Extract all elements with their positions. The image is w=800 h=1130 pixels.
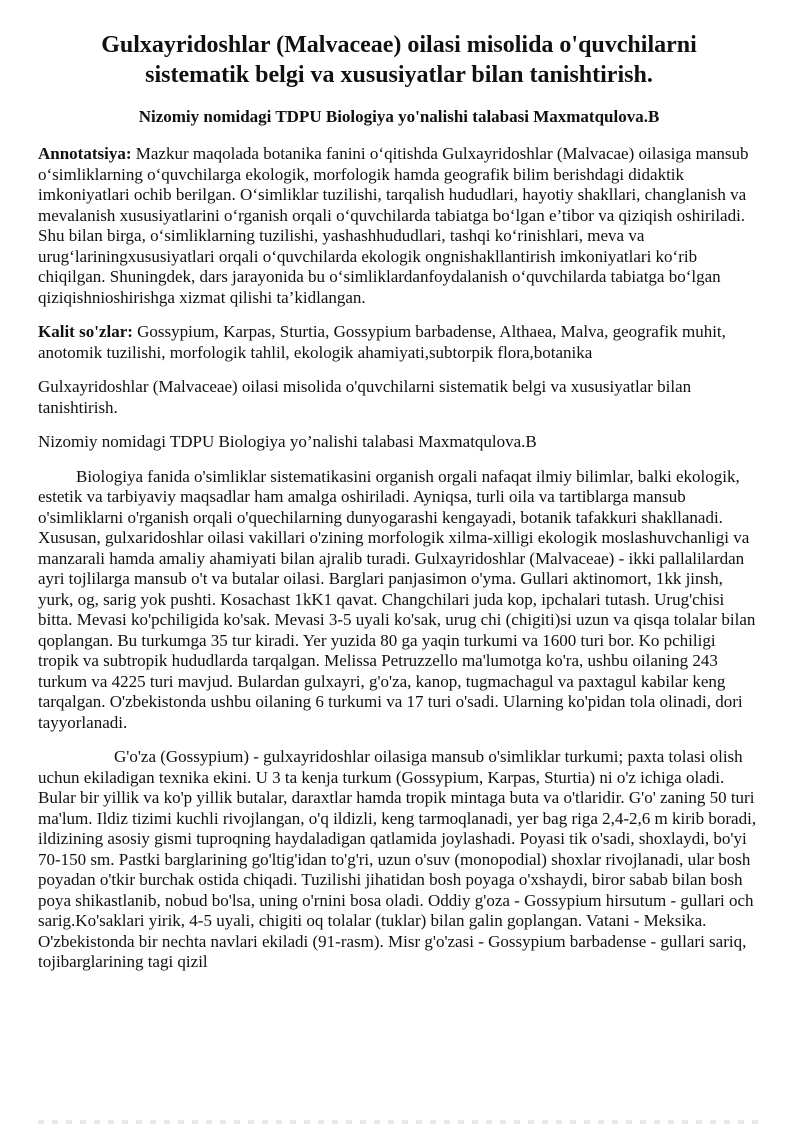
keywords-text: Gossypium, Karpas, Sturtia, Gossypium barbadense, Althaea, Malva, geografik muhit, anotomik tuzilishi, morfologik tahlil, ekologik ahamiyati,subtorpik flora,botanika bbox=[38, 322, 726, 362]
body-paragraph-1: Biologiya fanida o'simliklar sistematikasini organish orgali nafaqat ilmiy bilimlar, balki ekologik, estetik va tarbiyaviy maqsadlar ham amalga oshiriladi. Ayniqsa, turli oila va tartiblarga mansub o'simliklarni o'rganish orqali o'quechilarning dunyogarashi kengayadi, botanik tafakkuri shakllanadi. Xususan, gulxaridoshlar oilasi vakillari o'zining morfologik xilma-xilligi ekologik moslashuvchanligi va manzarali hamda amaliy ahamiyati bilan ajralib turadi. Gulxayridoshlar (Malvaceae) - ikki pallalilardan ayri tojlilarga mansub o't va butalar oilasi. Barglari panjasimon o'yma. Gullari aktinomort, 1kk jinsh, yurk, og, sarig yok pushti. Kosachast 1kK1 qavat. Changchilari juda kop, ipchalari tutash. Urug'chisi bitta. Mevasi ko'pchiligida ko'sak. Mevasi 3-5 uyali ko'sak, urug chi (chigiti)si uzun va qisqa tolalar bilan qoplangan. Bu turkumga 35 tur kiradi. Yer yuzida 80 ga yaqin turkumi va 1600 turi bor. Ko pchiligi tropik va subtropik hududlarda tarqalgan. Melissa Petruzzello ma'lumotga ko'ra, ushbu oilaning 243 turkum va 4225 turi mavjud. Bulardan gulxayri, g'o'za, kanop, tugmachagul va paxtagul kabilar keng tarqalgan. O'zbekistonda ushbu oilaning 6 turkumi va 17 turi o'sadi. Ularning ko'pidan tola olinadi, dori tayyorlanadi. bbox=[38, 466, 756, 732]
abstract-text: Mazkur maqolada botanika fanini o‘qitishda Gulxayridoshlar (Malvacae) oilasiga mansub o‘simliklarning o‘quvchilarga ekologik, morfologik hamda geografik bilim berishdagi didaktik imkoniyatlari ochib berilgan. O‘simliklar tuzilishi, tarqalish hududlari, hayotiy shakllari, changlanish va mevalanish xususiyatlarini o‘rganish orqali o‘quvchilarda tabiatga bo‘lgan e’tibor va qiziqish oshiriladi. Shu bilan birga, o‘simliklarning tuzilishi, yashashhududlari, tashqi ko‘rinishlari, meva va urug‘lariningxususiyatlari orqali o‘quvchilarda ekologik ongnishakllantirish imkoniyatlari ko‘rib chiqilgan. Shuningdek, dars jarayonida bu o‘simliklardanfoydalanish o‘quvchilarda tabiatga bo‘lgan qiziqishnioshirishga xizmat qilishi ta’kidlangan. bbox=[38, 144, 749, 307]
article-title bbox=[38, 30, 760, 90]
abstract bbox=[38, 144, 760, 308]
title-line-2: sistematik belgi va xususiyatlar bilan tanishtirish. bbox=[145, 62, 653, 88]
abstract-label: Annotatsiya: bbox=[38, 144, 132, 163]
repeat-author: Nizomiy nomidagi TDPU Biologiya yo’nalishi talabasi Maxmatqulova.B bbox=[38, 432, 537, 451]
title-line-1: Gulxayridoshlar (Malvaceae) oilasi misolida o'quvchilarni bbox=[101, 32, 697, 58]
cut-off-line bbox=[38, 1120, 760, 1124]
repeat-title: Gulxayridoshlar (Malvaceae) oilasi misolida o'quvchilarni sistematik belgi va xususiyatlar bilan tanishtirish. bbox=[38, 377, 692, 417]
keywords bbox=[38, 322, 760, 363]
article-author: Nizomiy nomidagi TDPU Biologiya yo'nalishi talabasi Maxmatqulova.B bbox=[138, 107, 660, 126]
document-page bbox=[38, 30, 760, 973]
body-paragraph-2: G'o'za (Gossypium) - gulxayridoshlar oilasiga mansub o'simliklar turkumi; paxta tolasi olish uchun ekiladigan texnika ekini. U 3 ta kenja turkum (Gossypium, Karpas, Sturtia) ni o'z ichiga oladi. Bular bir yillik va ko'p yillik butalar, daraxtlar hamda tropik mintaga buta va o'tlaridir. G'o' zaning 50 turi ma'lum. Ildiz tizimi kuchli rivojlangan, o'q ildizli, keng tarmoqlanadi, yer bag riga 2,4-2,6 m kirib boradi, ildizining asosiy gismi tuproqning haydaladigan qatlamida joylashadi. Poyasi tik o'sadi, shoxlaydi, bo'yi 70-150 sm. Pastki barglarining go'ltig'idan to'g'ri, uzun o'suv (monopodial) shoxlar rivojlanadi, ular bosh poyadan o'tkir burchak ostida chiqadi. Tuzilishi jihatidan bosh poyaga o'xshaydi, biror sabab bilan bosh poya shikastlanib, nobud bo'lsa, uning o'rnini bosa oladi. Oddiy g'oza - Gossypium hirsutum - gullari och sarig.Ko'saklari yirik, 4-5 uyali, chigiti oq tolalar (tuklar) bilan galin goplangan. Vatani - Meksika. O'zbekistonda bir nechta navlari ekiladi (91-rasm). Misr g'o'zasi - Gossypium barbadense - gullari sariq, tojibarglarining tagi qizil bbox=[38, 747, 757, 971]
keywords-label: Kalit so'zlar: bbox=[38, 322, 133, 341]
